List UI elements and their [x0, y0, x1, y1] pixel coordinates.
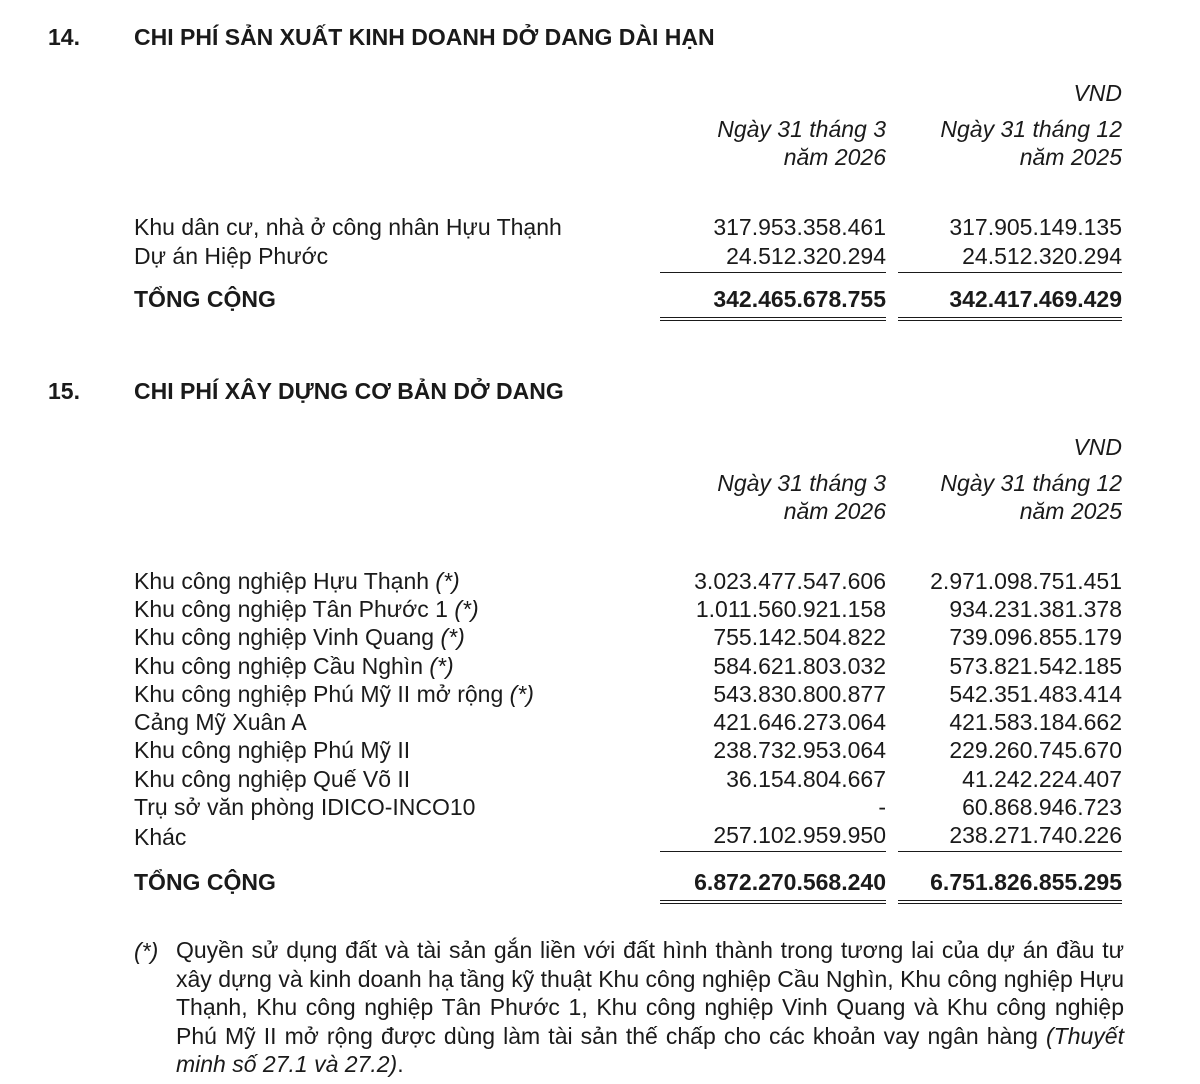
footnote-marker: (*): [440, 624, 465, 650]
table-row-label: Khác: [134, 824, 187, 850]
footnote-end: .: [397, 1051, 404, 1077]
table-cell-prior: 421.583.184.662: [949, 709, 1122, 735]
total-label: TỔNG CỘNG: [134, 286, 276, 312]
table-cell-prior: 229.260.745.670: [949, 737, 1122, 763]
footnote-marker: (*): [454, 596, 479, 622]
table-row-label: Khu công nghiệp Tân Phước 1 (*): [134, 596, 479, 622]
table-cell-prior: 41.242.224.407: [962, 766, 1122, 792]
section-number: 15.: [48, 378, 80, 404]
currency-unit: VND: [1073, 434, 1122, 460]
table-cell-current: 543.830.800.877: [713, 681, 886, 707]
column-header-current: [660, 115, 886, 171]
footnote-marker: (*): [429, 653, 454, 679]
table-cell-current: 36.154.804.667: [726, 766, 886, 792]
table-cell-prior: 739.096.855.179: [949, 624, 1122, 650]
section-title: CHI PHÍ SẢN XUẤT KINH DOANH DỞ DANG DÀI HẠN: [134, 24, 715, 50]
total-current: 6.872.270.568.240: [660, 869, 886, 904]
table-cell-prior: 934.231.381.378: [949, 596, 1122, 622]
footnote-body: Quyền sử dụng đất và tài sản gắn liền với đất hình thành trong tương lai của dự án đầu tư xây dựng và kinh doanh hạ tầng kỹ thuật Khu công nghiệp Cầu Nghìn, Khu công nghiệp Hựu Thạnh, Khu công nghiệp Tân Phước 1, Khu công nghiệp Vinh Quang và Khu công nghiệp Phú Mỹ II mở rộng được dùng làm tài sản thế chấp cho các khoản vay ngân hàng: [176, 937, 1124, 1049]
column-header-prior: [898, 469, 1122, 525]
table-cell-prior: 238.271.740.226: [898, 822, 1122, 852]
column-header-line: năm 2025: [1019, 144, 1122, 170]
column-header-line: Ngày 31 tháng 12: [940, 116, 1122, 142]
column-header-current: [660, 469, 886, 525]
column-header-line: năm 2026: [783, 498, 886, 524]
table-row-label: Khu công nghiệp Hựu Thạnh (*): [134, 568, 460, 594]
footnote-marker: (*): [435, 568, 460, 594]
table-row-label: Khu công nghiệp Phú Mỹ II mở rộng (*): [134, 681, 534, 707]
table-row-label: Cảng Mỹ Xuân A: [134, 709, 307, 735]
table-row-label: Trụ sở văn phòng IDICO-INCO10: [134, 794, 476, 820]
column-header-line: Ngày 31 tháng 3: [717, 116, 886, 142]
column-header-line: năm 2025: [1019, 498, 1122, 524]
table-cell-current: 1.011.560.921.158: [695, 596, 886, 622]
total-label: TỔNG CỘNG: [134, 869, 276, 895]
footnote-text: [176, 936, 1124, 1079]
table-row-label: Khu công nghiệp Vinh Quang (*): [134, 624, 465, 650]
table-row-label: Khu công nghiệp Quế Võ II: [134, 766, 411, 792]
table-cell-current: 421.646.273.064: [713, 709, 886, 735]
table-cell-prior: 2.971.098.751.451: [930, 568, 1122, 594]
table-row-label: Dự án Hiệp Phước: [134, 243, 329, 269]
table-cell-prior: 573.821.542.185: [949, 653, 1122, 679]
table-row-label: Khu công nghiệp Phú Mỹ II: [134, 737, 411, 763]
table-cell-current: 238.732.953.064: [713, 737, 886, 763]
table-cell-prior: 60.868.946.723: [962, 794, 1122, 820]
column-header-prior: [898, 115, 1122, 171]
total-prior: 342.417.469.429: [898, 286, 1122, 321]
table-row-label: Khu công nghiệp Cầu Nghìn (*): [134, 653, 454, 679]
currency-unit: VND: [1073, 80, 1122, 106]
column-header-line: Ngày 31 tháng 3: [717, 470, 886, 496]
table-cell-current: 317.953.358.461: [713, 214, 886, 240]
table-cell-current: 24.512.320.294: [660, 243, 886, 273]
table-cell-current: 584.621.803.032: [713, 653, 886, 679]
footnote-reference: (Thuyết minh số 27.1 và 27.2): [176, 1022, 1124, 1077]
footnote-marker: (*): [509, 681, 534, 707]
section-number: 14.: [48, 24, 80, 50]
table-cell-current: 257.102.959.950: [660, 822, 886, 852]
table-cell-current: 3.023.477.547.606: [694, 568, 886, 594]
table-cell-prior: 24.512.320.294: [898, 243, 1122, 273]
table-cell-current: -: [878, 794, 886, 820]
footnote-marker: (*): [134, 938, 159, 964]
total-current: 342.465.678.755: [660, 286, 886, 321]
table-cell-prior: 317.905.149.135: [949, 214, 1122, 240]
section-title: CHI PHÍ XÂY DỰNG CƠ BẢN DỞ DANG: [134, 378, 564, 404]
table-row-label: Khu dân cư, nhà ở công nhân Hựu Thạnh: [134, 214, 562, 240]
column-header-line: năm 2026: [783, 144, 886, 170]
table-cell-prior: 542.351.483.414: [949, 681, 1122, 707]
table-cell-current: 755.142.504.822: [713, 624, 886, 650]
column-header-line: Ngày 31 tháng 12: [940, 470, 1122, 496]
total-prior: 6.751.826.855.295: [898, 869, 1122, 904]
